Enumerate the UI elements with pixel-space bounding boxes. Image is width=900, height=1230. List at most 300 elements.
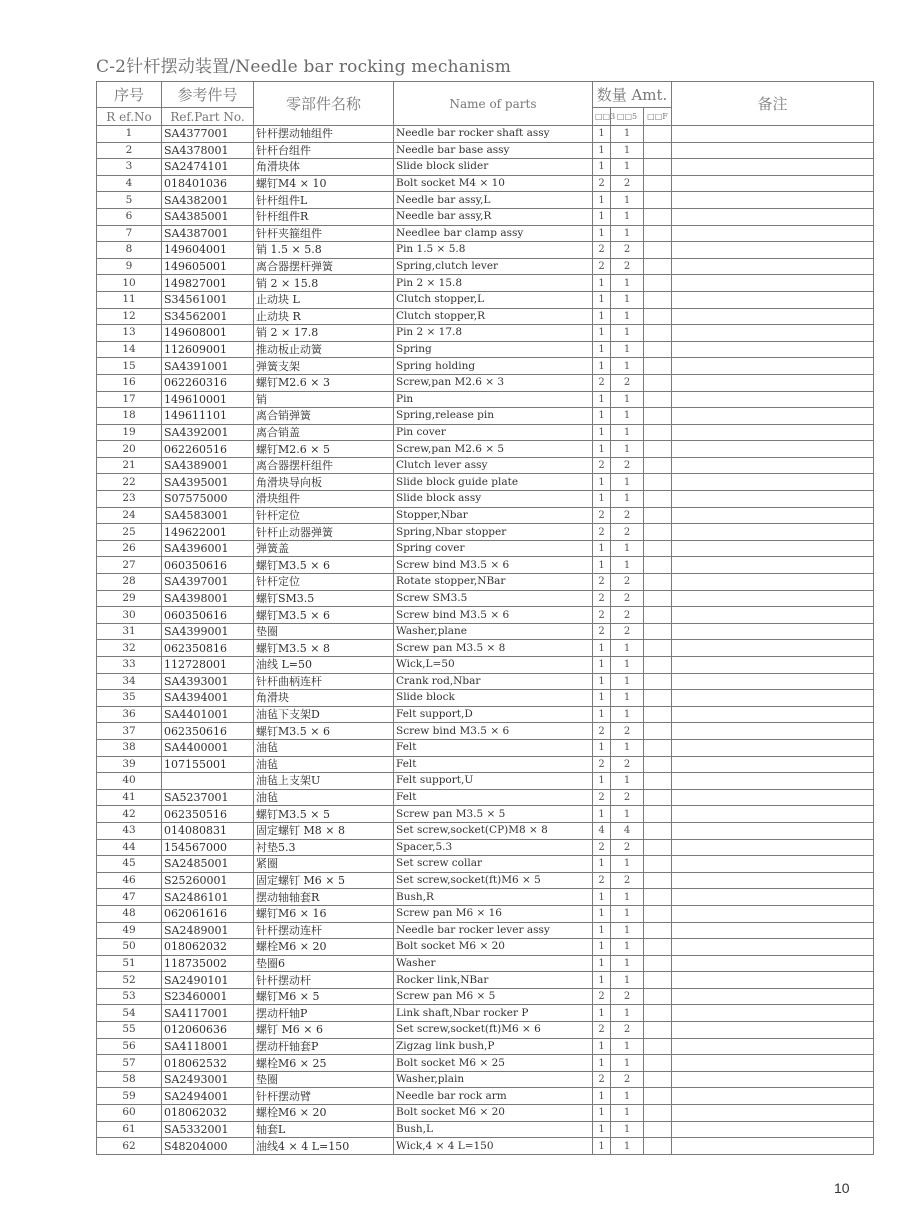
amount-f-cell — [644, 988, 672, 1005]
remark-cell — [672, 690, 874, 707]
amount-f-cell — [644, 524, 672, 541]
amount-5-cell: 1 — [611, 142, 644, 159]
amount-3-cell: 2 — [593, 988, 611, 1005]
part-name-cn-cell: 离合销弹簧 — [254, 408, 394, 425]
remark-cell — [672, 574, 874, 591]
part-name-cn-cell: 螺钉 M6 × 6 — [254, 1022, 394, 1039]
amount-3-cell: 1 — [593, 922, 611, 939]
amount-f-cell — [644, 1105, 672, 1122]
ref-part-number-cell: SA4394001 — [162, 690, 254, 707]
table-row — [97, 657, 874, 674]
part-name-en-cell: Washer,plane — [394, 623, 593, 640]
amount-3-cell: 1 — [593, 972, 611, 989]
remark-cell — [672, 225, 874, 242]
part-name-en-cell: Slide block assy — [394, 491, 593, 508]
ref-part-number-cell: 062260516 — [162, 441, 254, 458]
row-number-cell: 19 — [97, 424, 162, 441]
part-name-cn-cell: 垫圈 — [254, 1071, 394, 1088]
amount-f-cell — [644, 192, 672, 209]
ref-part-number-cell: S48204000 — [162, 1138, 254, 1155]
amount-5-cell: 2 — [611, 607, 644, 624]
amount-5-cell: 1 — [611, 773, 644, 790]
amount-5-cell: 1 — [611, 441, 644, 458]
amount-f-cell — [644, 291, 672, 308]
ref-part-number-cell: S34562001 — [162, 308, 254, 325]
amount-5-cell: 1 — [611, 275, 644, 292]
table-row — [97, 126, 874, 143]
amount-5-cell: 1 — [611, 1105, 644, 1122]
row-number-cell: 17 — [97, 391, 162, 408]
remark-cell — [672, 706, 874, 723]
amount-f-cell — [644, 706, 672, 723]
part-name-cn-cell: 螺钉M4 × 10 — [254, 175, 394, 192]
ref-part-number-cell: SA2485001 — [162, 856, 254, 873]
amount-f-cell — [644, 1022, 672, 1039]
amount-f-cell — [644, 1121, 672, 1138]
ref-part-number-cell: 062061616 — [162, 905, 254, 922]
table-row — [97, 258, 874, 275]
amount-5-cell: 1 — [611, 474, 644, 491]
remark-cell — [672, 557, 874, 574]
row-number-cell: 42 — [97, 806, 162, 823]
amount-5-cell: 1 — [611, 1088, 644, 1105]
table-row — [97, 690, 874, 707]
part-name-cn-cell: 针杆摆动轴组件 — [254, 126, 394, 143]
amount-3-cell: 1 — [593, 657, 611, 674]
amount-3-cell: 2 — [593, 1022, 611, 1039]
amount-3-cell: 1 — [593, 142, 611, 159]
part-name-en-cell: Screw pan M3.5 × 5 — [394, 806, 593, 823]
table-row — [97, 1055, 874, 1072]
part-name-cn-cell: 紧圈 — [254, 856, 394, 873]
amount-3-cell: 1 — [593, 225, 611, 242]
row-number-cell: 51 — [97, 955, 162, 972]
header-name-cn: 零部件名称 — [254, 82, 394, 126]
amount-5-cell: 1 — [611, 424, 644, 441]
page-number: 10 — [834, 1180, 850, 1196]
amount-5-cell: 2 — [611, 723, 644, 740]
part-name-cn-cell: 离合器摆杆组件 — [254, 457, 394, 474]
part-name-cn-cell: 弹簧盖 — [254, 540, 394, 557]
header-no-cn: 序号 — [97, 82, 162, 108]
part-name-en-cell: Needle bar assy,R — [394, 208, 593, 225]
amount-3-cell: 2 — [593, 607, 611, 624]
part-name-cn-cell: 角滑块导向板 — [254, 474, 394, 491]
part-name-en-cell: Screw SM3.5 — [394, 590, 593, 607]
row-number-cell: 10 — [97, 275, 162, 292]
remark-cell — [672, 607, 874, 624]
part-name-cn-cell: 针杆止动器弹簧 — [254, 524, 394, 541]
table-row — [97, 822, 874, 839]
amount-3-cell: 1 — [593, 540, 611, 557]
amount-f-cell — [644, 424, 672, 441]
row-number-cell: 3 — [97, 159, 162, 176]
part-name-en-cell: Spring holding — [394, 358, 593, 375]
amount-f-cell — [644, 905, 672, 922]
ref-part-number-cell: 062350616 — [162, 723, 254, 740]
amount-3-cell: 1 — [593, 192, 611, 209]
row-number-cell: 20 — [97, 441, 162, 458]
part-name-en-cell: Felt support,D — [394, 706, 593, 723]
remark-cell — [672, 739, 874, 756]
amount-5-cell: 2 — [611, 258, 644, 275]
amount-f-cell — [644, 408, 672, 425]
amount-5-cell: 1 — [611, 341, 644, 358]
table-row — [97, 1038, 874, 1055]
amount-3-cell: 1 — [593, 1005, 611, 1022]
amount-5-cell: 1 — [611, 325, 644, 342]
amount-f-cell — [644, 258, 672, 275]
header-name-en: Name of parts — [394, 82, 593, 126]
part-name-cn-cell: 止动块 L — [254, 291, 394, 308]
row-number-cell: 58 — [97, 1071, 162, 1088]
amount-f-cell — [644, 491, 672, 508]
amount-5-cell: 2 — [611, 789, 644, 806]
row-number-cell: 7 — [97, 225, 162, 242]
amount-5-cell: 2 — [611, 839, 644, 856]
part-name-en-cell: Spacer,5.3 — [394, 839, 593, 856]
amount-3-cell: 1 — [593, 557, 611, 574]
remark-cell — [672, 308, 874, 325]
ref-part-number-cell: SA4400001 — [162, 739, 254, 756]
table-row — [97, 441, 874, 458]
amount-3-cell: 1 — [593, 1055, 611, 1072]
remark-cell — [672, 325, 874, 342]
part-name-cn-cell: 角滑块 — [254, 690, 394, 707]
amount-5-cell: 1 — [611, 889, 644, 906]
amount-5-cell: 1 — [611, 1055, 644, 1072]
amount-f-cell — [644, 856, 672, 873]
amount-5-cell: 2 — [611, 507, 644, 524]
table-row — [97, 1138, 874, 1155]
amount-3-cell: 2 — [593, 175, 611, 192]
row-number-cell: 28 — [97, 574, 162, 591]
table-row — [97, 1022, 874, 1039]
ref-part-number-cell: SA4393001 — [162, 673, 254, 690]
ref-part-number-cell: 018062032 — [162, 1105, 254, 1122]
part-name-en-cell: Felt — [394, 739, 593, 756]
remark-cell — [672, 275, 874, 292]
page-title: C-2针杆摆动装置/Needle bar rocking mechanism — [96, 57, 512, 77]
ref-part-number-cell: 149610001 — [162, 391, 254, 408]
amount-5-cell: 1 — [611, 955, 644, 972]
table-row — [97, 540, 874, 557]
remark-cell — [672, 1105, 874, 1122]
header-amount: 数量 Amt. — [593, 82, 672, 108]
table-row — [97, 208, 874, 225]
row-number-cell: 50 — [97, 939, 162, 956]
amount-5-cell: 1 — [611, 1038, 644, 1055]
amount-5-cell: 2 — [611, 524, 644, 541]
part-name-cn-cell: 油线4 × 4 L=150 — [254, 1138, 394, 1155]
table-row — [97, 856, 874, 873]
part-name-en-cell: Needle bar rock arm — [394, 1088, 593, 1105]
amount-5-cell: 1 — [611, 856, 644, 873]
amount-5-cell: 1 — [611, 806, 644, 823]
amount-5-cell: 1 — [611, 159, 644, 176]
amount-f-cell — [644, 806, 672, 823]
part-name-en-cell: Pin 1.5 × 5.8 — [394, 242, 593, 259]
amount-f-cell — [644, 922, 672, 939]
amount-3-cell: 1 — [593, 1121, 611, 1138]
row-number-cell: 45 — [97, 856, 162, 873]
ref-part-number-cell: 149827001 — [162, 275, 254, 292]
remark-cell — [672, 839, 874, 856]
part-name-en-cell: Felt — [394, 789, 593, 806]
amount-3-cell: 1 — [593, 640, 611, 657]
ref-part-number-cell: SA2474101 — [162, 159, 254, 176]
row-number-cell: 29 — [97, 590, 162, 607]
part-name-en-cell: Set screw,socket(ft)M6 × 5 — [394, 872, 593, 889]
amount-5-cell: 1 — [611, 905, 644, 922]
table-row — [97, 955, 874, 972]
amount-3-cell: 1 — [593, 889, 611, 906]
row-number-cell: 1 — [97, 126, 162, 143]
remark-cell — [672, 872, 874, 889]
amount-f-cell — [644, 391, 672, 408]
amount-f-cell — [644, 773, 672, 790]
part-name-en-cell: Pin 2 × 17.8 — [394, 325, 593, 342]
part-name-en-cell: Screw bind M3.5 × 6 — [394, 557, 593, 574]
amount-f-cell — [644, 1088, 672, 1105]
part-name-en-cell: Pin cover — [394, 424, 593, 441]
amount-f-cell — [644, 723, 672, 740]
row-number-cell: 22 — [97, 474, 162, 491]
amount-3-cell: 2 — [593, 574, 611, 591]
part-name-en-cell: Screw pan M6 × 16 — [394, 905, 593, 922]
part-name-cn-cell: 螺钉M3.5 × 5 — [254, 806, 394, 823]
remark-cell — [672, 540, 874, 557]
remark-cell — [672, 1138, 874, 1155]
table-row — [97, 723, 874, 740]
table-row — [97, 358, 874, 375]
table-row — [97, 507, 874, 524]
part-name-cn-cell: 针杆组件R — [254, 208, 394, 225]
table-row — [97, 1005, 874, 1022]
row-number-cell: 21 — [97, 457, 162, 474]
part-name-cn-cell: 螺钉M3.5 × 6 — [254, 723, 394, 740]
part-name-cn-cell: 针杆组件L — [254, 192, 394, 209]
table-row — [97, 939, 874, 956]
remark-cell — [672, 457, 874, 474]
remark-cell — [672, 126, 874, 143]
table-row — [97, 1088, 874, 1105]
remark-cell — [672, 1005, 874, 1022]
part-name-en-cell: Pin 2 × 15.8 — [394, 275, 593, 292]
amount-3-cell: 1 — [593, 773, 611, 790]
row-number-cell: 25 — [97, 524, 162, 541]
amount-f-cell — [644, 739, 672, 756]
amount-3-cell: 2 — [593, 457, 611, 474]
ref-part-number-cell: SA4391001 — [162, 358, 254, 375]
amount-3-cell: 2 — [593, 258, 611, 275]
table-row — [97, 889, 874, 906]
table-row — [97, 374, 874, 391]
ref-part-number-cell: SA4385001 — [162, 208, 254, 225]
table-row — [97, 225, 874, 242]
row-number-cell: 30 — [97, 607, 162, 624]
amount-3-cell: 1 — [593, 739, 611, 756]
part-name-en-cell: Spring,clutch lever — [394, 258, 593, 275]
amount-3-cell: 1 — [593, 208, 611, 225]
part-name-en-cell: Screw pan M3.5 × 8 — [394, 640, 593, 657]
row-number-cell: 11 — [97, 291, 162, 308]
table-row — [97, 905, 874, 922]
table-row — [97, 1105, 874, 1122]
remark-cell — [672, 789, 874, 806]
remark-cell — [672, 341, 874, 358]
amount-3-cell: 1 — [593, 441, 611, 458]
part-name-en-cell: Washer,plain — [394, 1071, 593, 1088]
table-row — [97, 275, 874, 292]
table-row — [97, 988, 874, 1005]
amount-3-cell: 1 — [593, 690, 611, 707]
ref-part-number-cell: 118735002 — [162, 955, 254, 972]
amount-5-cell: 1 — [611, 1121, 644, 1138]
table-row — [97, 1071, 874, 1088]
row-number-cell: 57 — [97, 1055, 162, 1072]
part-name-cn-cell: 油毡下支架D — [254, 706, 394, 723]
row-number-cell: 44 — [97, 839, 162, 856]
amount-5-cell: 1 — [611, 208, 644, 225]
remark-cell — [672, 441, 874, 458]
amount-f-cell — [644, 574, 672, 591]
table-row — [97, 640, 874, 657]
part-name-en-cell: Rocker link,NBar — [394, 972, 593, 989]
remark-cell — [672, 507, 874, 524]
remark-cell — [672, 1055, 874, 1072]
ref-part-number-cell: SA4396001 — [162, 540, 254, 557]
row-number-cell: 39 — [97, 756, 162, 773]
row-number-cell: 2 — [97, 142, 162, 159]
ref-part-number-cell: SA5332001 — [162, 1121, 254, 1138]
table-row — [97, 524, 874, 541]
remark-cell — [672, 242, 874, 259]
row-number-cell: 35 — [97, 690, 162, 707]
remark-cell — [672, 988, 874, 1005]
part-name-en-cell: Link shaft,Nbar rocker P — [394, 1005, 593, 1022]
ref-part-number-cell: SA4378001 — [162, 142, 254, 159]
remark-cell — [672, 1121, 874, 1138]
row-number-cell: 32 — [97, 640, 162, 657]
remark-cell — [672, 889, 874, 906]
table-row — [97, 607, 874, 624]
ref-part-number-cell: SA4399001 — [162, 623, 254, 640]
part-name-en-cell: Pin — [394, 391, 593, 408]
part-name-cn-cell: 离合器摆杆弹簧 — [254, 258, 394, 275]
amount-5-cell: 1 — [611, 706, 644, 723]
amount-3-cell: 1 — [593, 358, 611, 375]
table-row — [97, 706, 874, 723]
amount-f-cell — [644, 839, 672, 856]
table-row — [97, 789, 874, 806]
table-row — [97, 1121, 874, 1138]
ref-part-number-cell: 149608001 — [162, 325, 254, 342]
remark-cell — [672, 474, 874, 491]
remark-cell — [672, 756, 874, 773]
part-name-cn-cell: 轴套L — [254, 1121, 394, 1138]
part-name-en-cell: Stopper,Nbar — [394, 507, 593, 524]
part-name-en-cell: Needle bar rocker lever assy — [394, 922, 593, 939]
ref-part-number-cell: SA2493001 — [162, 1071, 254, 1088]
amount-5-cell: 2 — [611, 1071, 644, 1088]
amount-5-cell: 1 — [611, 673, 644, 690]
table-row — [97, 557, 874, 574]
amount-5-cell: 1 — [611, 225, 644, 242]
part-name-en-cell: Screw pan M6 × 5 — [394, 988, 593, 1005]
remark-cell — [672, 408, 874, 425]
table-row — [97, 159, 874, 176]
ref-part-number-cell: SA4395001 — [162, 474, 254, 491]
part-name-en-cell: Bolt socket M6 × 20 — [394, 939, 593, 956]
amount-f-cell — [644, 441, 672, 458]
part-name-cn-cell: 止动块 R — [254, 308, 394, 325]
amount-3-cell: 1 — [593, 856, 611, 873]
remark-cell — [672, 258, 874, 275]
amount-f-cell — [644, 1138, 672, 1155]
ref-part-number-cell: SA4382001 — [162, 192, 254, 209]
ref-part-number-cell: SA4117001 — [162, 1005, 254, 1022]
amount-5-cell: 1 — [611, 640, 644, 657]
amount-3-cell: 1 — [593, 341, 611, 358]
row-number-cell: 16 — [97, 374, 162, 391]
remark-cell — [672, 1038, 874, 1055]
remark-cell — [672, 159, 874, 176]
ref-part-number-cell: SA2494001 — [162, 1088, 254, 1105]
part-name-cn-cell: 油毡 — [254, 739, 394, 756]
table-row — [97, 341, 874, 358]
ref-part-number-cell: 112609001 — [162, 341, 254, 358]
part-name-cn-cell: 针杆摆动臂 — [254, 1088, 394, 1105]
amount-5-cell: 2 — [611, 623, 644, 640]
part-name-en-cell: Felt support,U — [394, 773, 593, 790]
amount-5-cell: 1 — [611, 358, 644, 375]
amount-3-cell: 1 — [593, 126, 611, 143]
remark-cell — [672, 192, 874, 209]
ref-part-number-cell: SA4583001 — [162, 507, 254, 524]
table-row — [97, 457, 874, 474]
part-name-en-cell: Zigzag link bush,P — [394, 1038, 593, 1055]
part-name-en-cell: Needle bar assy,L — [394, 192, 593, 209]
remark-cell — [672, 623, 874, 640]
remark-cell — [672, 972, 874, 989]
table-row — [97, 872, 874, 889]
ref-part-number-cell: 149605001 — [162, 258, 254, 275]
amount-f-cell — [644, 756, 672, 773]
table-row — [97, 325, 874, 342]
amount-3-cell: 1 — [593, 955, 611, 972]
remark-cell — [672, 1088, 874, 1105]
remark-cell — [672, 955, 874, 972]
amount-5-cell: 2 — [611, 756, 644, 773]
row-number-cell: 37 — [97, 723, 162, 740]
ref-part-number-cell: 018401036 — [162, 175, 254, 192]
amount-f-cell — [644, 540, 672, 557]
remark-cell — [672, 773, 874, 790]
table-row — [97, 291, 874, 308]
part-name-cn-cell: 螺钉SM3.5 — [254, 590, 394, 607]
part-name-en-cell: Bush,R — [394, 889, 593, 906]
row-number-cell: 52 — [97, 972, 162, 989]
ref-part-number-cell: SA5237001 — [162, 789, 254, 806]
ref-part-number-cell: 062350816 — [162, 640, 254, 657]
amount-5-cell: 1 — [611, 540, 644, 557]
parts-table-body — [97, 126, 874, 1155]
amount-3-cell: 1 — [593, 491, 611, 508]
part-name-en-cell: Washer — [394, 955, 593, 972]
ref-part-number-cell: SA4389001 — [162, 457, 254, 474]
amount-f-cell — [644, 1005, 672, 1022]
